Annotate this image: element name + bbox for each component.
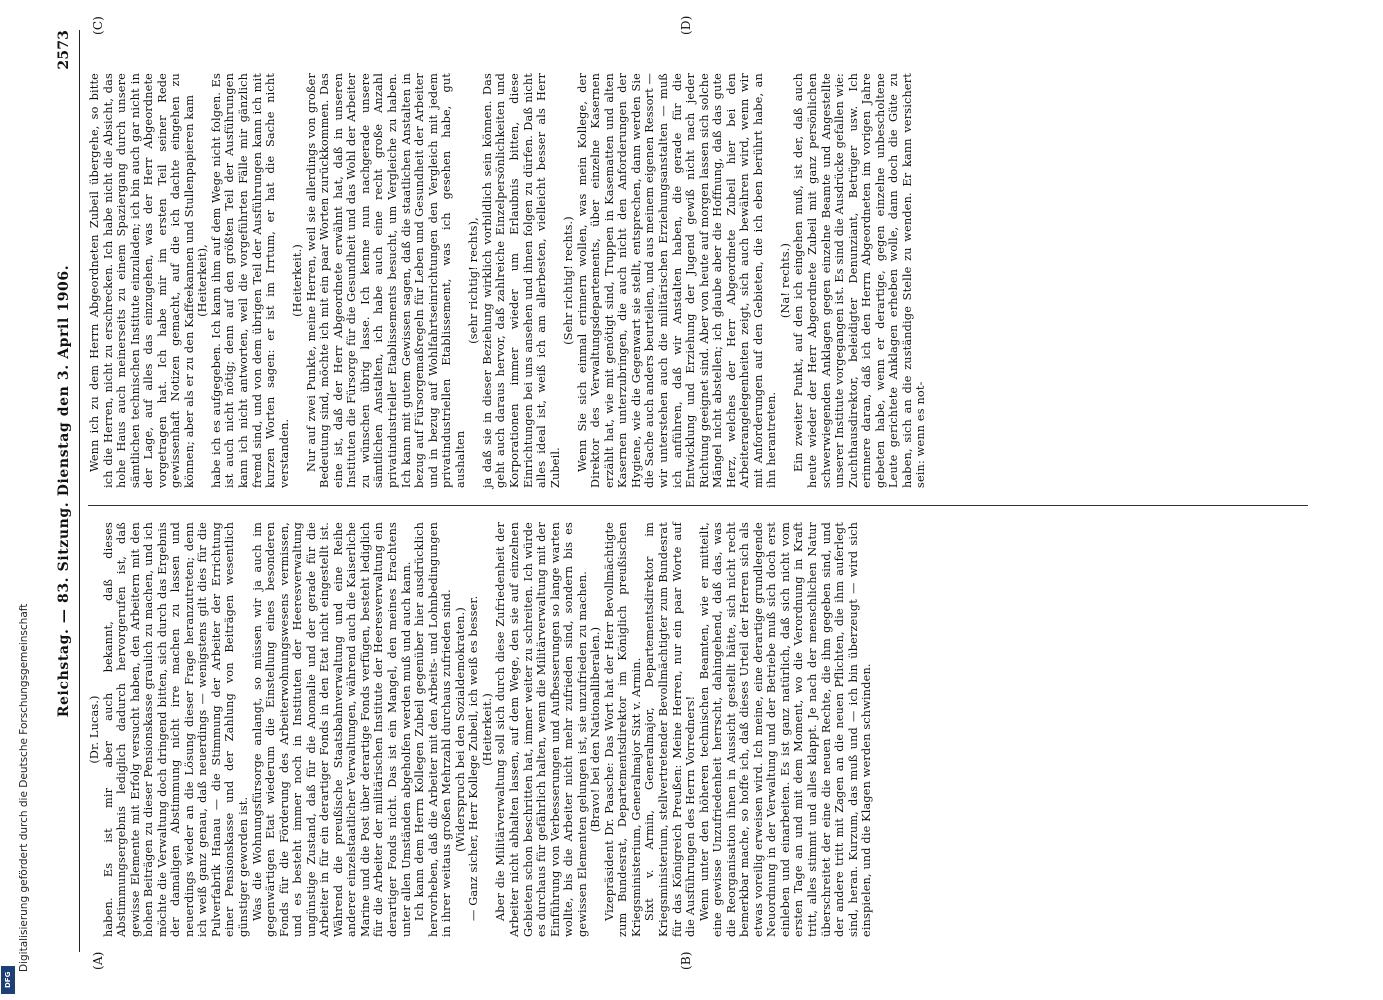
interjection: (Sehr richtig! rechts.) bbox=[562, 216, 576, 345]
margin-marker-a: (A) bbox=[91, 951, 105, 970]
interjection: (Heiterkeit.) bbox=[291, 244, 305, 317]
paragraph: Wenn ich zu dem Herrn Abgeordneten Zubeil übergehe, so bitte ich die Herren, nicht zu erschrecken. Ich habe nicht die Absicht, das hohe Haus auch meinerseits zu einem Spaziergang durch unsere sämtlichen technischen Institute einzuladen; ich bin auch gar nicht in der Lage, auf alles das einzugehen, was der Herr Abgeordnete vorgetragen hat. Ich habe mir im ersten Teil seiner Rede gewissenhaft Notizen gemacht, auf die ich dachte eingehen zu können; aber als er zu den Kaffeekannen und Stullenpapieren kam bbox=[88, 73, 196, 488]
paragraph: haben. Es ist mir aber auch bekannt, daß dieses Abstimmungsergebnis lediglich dadurch hervorgerufen ist, daß gewisse Elemente mit Erfolg versucht haben, den Arbeitern mit den hohen Beiträgen zu dieser Pensionskasse graulich zu machen, und ich möchte die Verwaltung doch dringend bitten, sich durch das Ergebnis der damaligen Abstimmung nicht irre machen zu lassen und neuerdings wieder an die Lösung dieser Frage heranzutreten; denn ich weiß ganz genau, daß neuerdings — wenigstens gilt dies für die Pulverfabrik Hanau — die Stimmung der Arbeiter der Errichtung einer Pensionskasse und der Zahlung von Beiträgen wesentlich günstiger geworden ist. bbox=[101, 522, 251, 937]
interjection: (Bravo! bei den Nationalliberalen.) bbox=[589, 626, 603, 833]
right-column bbox=[88, 73, 928, 488]
paragraph: ja daß sie in dieser Beziehung wirklich vorbildlich sein können. Das geht auch daraus hervor, daß zahlreiche Einzelpersönlichkeiten und Korporationen immer wieder um Erlaubnis bitten, diese Einrichtungen bei uns ansehen und ihnen folgen zu dürfen. Daß nicht alles ideal ist, weiß ich am allerbesten, vielleicht besser als Herr Zubeil. bbox=[480, 73, 562, 488]
interjection: (Widerspruch bei den Sozialdemokraten.) bbox=[453, 607, 467, 852]
newspaper-page bbox=[40, 0, 1335, 1000]
interjection: (Heiterkeit), bbox=[196, 244, 210, 317]
paragraph: Ich kann dem Herrn Kollegen Zubeil gegenüber hier ausdrücklich hervorheben, daß die Arbeiter mit den Arbeits- und Lohnbedingungen in ihrer weitaus großen Mehrzahl durchaus zufrieden sind. bbox=[413, 522, 454, 937]
left-column bbox=[88, 522, 874, 937]
paragraph: Wenn Sie sich einmal erinnern wollen, was mein Kollege, der Direktor des Verwaltungsdepartements, über einzelne Kasernen erzählt hat, wie mit genötigt sind, Truppen in Kasematten und alten Kasernen unterzubringen, die auch nicht den Anforderungen der Hygiene, wie die Gegenwart sie stellt, entsprechen, dann werden Sie die Sache auch anders beurteilen, und aus meinem eigenen Ressort — wir unterstehen auch die militärischen Erziehungsanstalten — muß ich anführen, daß wir Anstalten haben, die gerade für die Entwicklung und Erziehung der Jugend gewiß nicht nach jeder Richtung geeignet sind. Aber von heute auf morgen lassen sich solche Mängel nicht abstellen; ich glaube aber die Hoffnung, daß das gute Herz, welches der Herr Abgeordnete Zubeil hier bei den Arbeiterangelegenheiten zeigt, sich auch bewähren wird, wenn wir mit Anforderungen auf den Gebieten, die ich eben berührt habe, an ihn herantreten. bbox=[575, 73, 779, 488]
paragraph: Wenn unter den höheren technischen Beamten, wie er mitteilt, eine gewisse Unzufriedenheit herrscht, dahingehend, daß das, was die Reorganisation ihnen in Aussicht gestellt hätte, sich nicht recht bemerkbar mache, so hoffe ich, daß dieses Urteil der Herren sich als etwas voreilig erweisen wird. Ich meine, eine derartige grundlegende Neuordnung in der Verwaltung und der Betriebe muß sich doch erst einleben und einarbeiten. Es ist ganz natürlich, daß sich nicht vom ersten Tage an und mit dem Moment, wo die Verordnung in Kraft tritt, alles stimmt und alles klappt. Je nach der menschlichen Natur überschreitet der eine die neuen Rechte, die ihm gegeben sind, und der andere tritt mit Zagen an die neuen Pflichten, die ihm auferlegt sind, heran. Kurzum, das muß und — ich bin überzeugt — wird sich einspielen, und die Klagen werden schwinden. bbox=[697, 522, 874, 937]
speaker-tag: (Dr. Lucas.) bbox=[88, 695, 101, 764]
paragraph: habe ich es aufgegeben. Ich kann ihm auf dem Wege nicht folgen. Es ist auch nicht nötig; denn auf den größten Teil der Ausführungen kann ich nicht antworten, weil die vorgeführten Fälle mir gänzlich fremd sind, und von dem übrigen Teil der Ausführungen kann ich mit kurzen Worten sagen: er ist im Irrtum, er hat die Sache nicht verstanden. bbox=[209, 73, 291, 488]
paragraph: Was die Wohnungsfürsorge anlangt, so müssen wir ja auch im gegenwärtigen Etat wiederum die Einstellung eines besonderen Fonds für die Förderung des Arbeiterwohnungswesens vermissen, und es besteht immer noch in Instituten der Heeresverwaltung ungünstige Zustand, daß für die Anomalie und der gerade für die Arbeiter in für ein derartiger Fonds in den Etat nicht eingestellt ist. Während die preußische Staatsbahnverwaltung und eine Reihe anderer einzelstaatlicher Verwaltungen, während auch die Kaiserliche Marine und die Post über derartige Fonds verfügen, besteht lediglich für die Arbeiter der militärischen Institute der Heeresverwaltung ein derartiger Fonds nicht. Das ist ein Mangel, den meines Erachtens unter allen Umständen abgeholfen werden muß und auch kann. bbox=[250, 522, 413, 937]
paragraph: Nur auf zwei Punkte, meine Herren, weil sie allerdings von großer Bedeutung sind, möchte ich mit ein paar Worten zurückkommen. Das eine ist, daß der Herr Abgeordnete erwähnt hat, daß in unseren Instituten die Fürsorge für die Gesundheit und das Wohl der Arbeiter zu wünschen übrig lasse. Ich kenne nun nachgerade unsere sämtlichen Anstalten, ich habe auch eine recht große Anzahl privatindustrieller Etablissements besucht, um Vergleiche zu haben. Ich kann mit gutem Gewissen sagen, daß die staatlichen Anstalten in bezug auf Fürsorgemaßregeln für Leben und Gesundheit der Arbeiter und in bezug auf Wohlfahrtseinrichtungen den Vergleich mit jedem privatindustriellen Etablissement, was ich gesehen habe, gut aushalten bbox=[304, 73, 467, 488]
dfg-logo: DFG bbox=[1, 966, 15, 994]
interjection: (Heiterkeit.) bbox=[480, 693, 494, 766]
page-header bbox=[56, 30, 80, 952]
digitization-credit-strip bbox=[0, 0, 30, 1000]
header-rule bbox=[79, 30, 80, 952]
paragraph: Sixt v. Armin, Generalmajor, Departementsdirektor im Kriegsministerium, stellvertretender Bevollmächtigter zum Bundesrat für das Königreich Preußen: Meine Herren, nur ein paar Worte auf die Ausführungen des Herrn Vorredners! bbox=[643, 522, 698, 937]
margin-marker-d: (D) bbox=[679, 15, 693, 35]
paragraph: Vizepräsident Dr. Paasche: Das Wort hat der Herr Bevollmächtigte zum Bundesrat, Departementsdirektor im Königlich preußischen Kriegsministerium, Generalmajor Sixt v. Armin. bbox=[602, 522, 643, 937]
margin-marker-b: (B) bbox=[679, 951, 693, 970]
page-number: 2573 bbox=[56, 30, 72, 70]
margin-marker-c: (C) bbox=[91, 16, 105, 35]
running-head: Reichstag. — 83. Sitzung. Dienstag den 3. April 1906. bbox=[56, 264, 72, 718]
digitization-credit: Digitalisierung gefördert durch die Deutsche Forschungsgemeinschaft bbox=[18, 603, 30, 972]
paragraph: Ein zweiter Punkt, auf den ich eingehen muß, ist der, daß auch heute wieder der Herr Abgeordnete Zubeil mit ganz persönlichen schwerwiegenden Anklagen gegen einzelne Beamte und Angestellte unserer Institute vorgegangen ist. Es sind die Ausdrücke gefallen wie: Zuchthausdirektor, beleidigter Denunziant, Betrüger usw. Ich erinnere daran, daß ich den Herrn Abgeordneten im vorigen Jahre gebeten habe, wenn er derartige, gegen einzelne unbescholtene Leute gerichtete Anklagen erheben wolle, dann doch die Güte zu haben, sich an die zuständige Stelle zu wenden. Er kann versichert sein: wenn es not- bbox=[792, 73, 928, 488]
paragraph: Aber die Militärverwaltung soll sich durch diese Zufriedenheit der Arbeiter nicht abhalten lassen, auf dem Wege, den sie auf einzelnen Gebieten schon beschritten hat, immer weiter zu schreiten. Ich würde es durchaus für gefährlich halten, wenn die Militärverwaltung mit der Einführung von Verbesserungen und Aufbesserungen so lange warten wollte, bis die Arbeiter nicht mehr zufrieden sind, sondern bis es gewissen Elementen gelungen ist, sie unzufrieden zu machen. bbox=[494, 522, 589, 937]
paragraph: — Ganz sicher, Herr Kollege Zubeil, ich weiß es besser. bbox=[467, 595, 481, 921]
column-divider bbox=[88, 505, 1308, 506]
interjection: (sehr richtig! rechts), bbox=[467, 217, 481, 344]
interjection: (Na! rechts.) bbox=[778, 242, 792, 319]
